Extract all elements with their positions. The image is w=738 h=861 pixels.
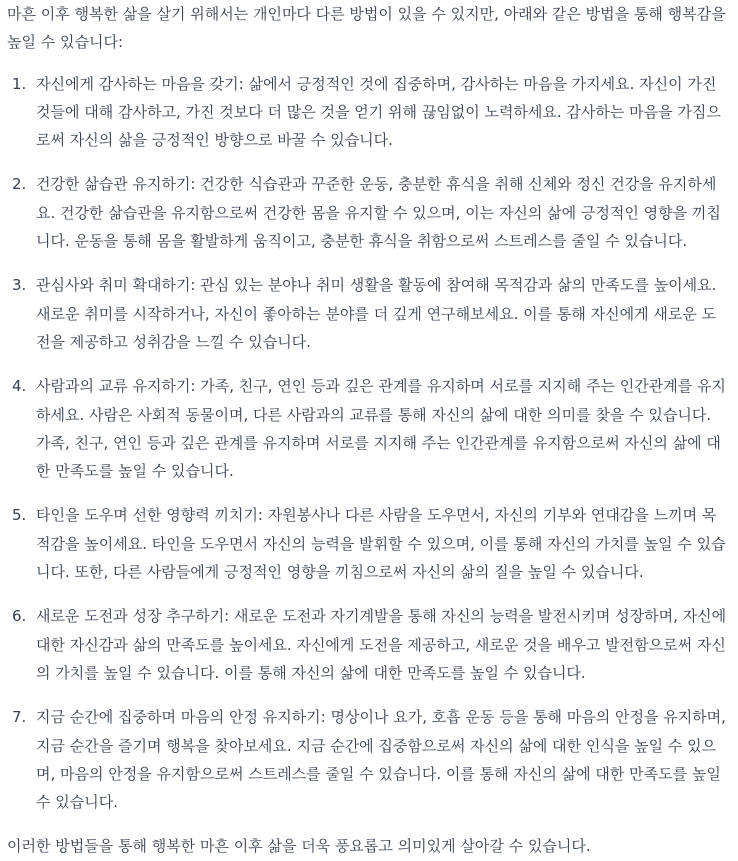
list-item <box>7 372 730 485</box>
list-item <box>7 501 730 586</box>
item-number: 5. <box>12 506 27 525</box>
item-number: 3. <box>12 276 27 295</box>
list-item <box>7 271 730 356</box>
item-number: 1. <box>12 74 27 93</box>
list-item <box>7 602 730 687</box>
item-number: 4. <box>12 377 27 396</box>
item-text: 타인을 도우며 선한 영향력 끼치기: 자원봉사나 다른 사람을 도우면서, 자신의 기부와 연대감을 느끼며 목적감을 높이세요. 타인을 도우면서 자신의 능력을 발휘할 수 있으며, 이를 통해 자신의 가치를 높일 수 있습니다. 또한, 다른 사람들에게 긍정적인 영향을 끼침으로써 자신의 삶의 질을 높일 수 있습니다. <box>36 506 726 582</box>
item-number: 2. <box>12 175 27 194</box>
item-number: 6. <box>12 607 27 626</box>
list-item <box>7 703 730 816</box>
item-text: 지금 순간에 집중하며 마음의 안정 유지하기: 명상이나 요가, 호흡 운동 등을 통해 마음의 안정을 유지하며, 지금 순간을 즐기며 행복을 찾아보세요. 지금 순간에 집중함으로써 자신의 삶에 대한 인식을 높일 수 있으며, 마음의 안정을 유지함으로써 스트레스를 줄일 수 있습니다. 이를 통해 자신의 삶에 대한 만족도를 높일 수 있습니다. <box>36 708 726 812</box>
outro-paragraph: 이러한 방법들을 통해 행복한 마흔 이후 삶을 더욱 풍요롭고 의미있게 살아갈 수 있습니다. <box>7 837 591 856</box>
item-text: 자신에게 감사하는 마음을 갖기: 삶에서 긍정적인 것에 집중하며, 감사하는 마음을 가지세요. 자신이 가진 것들에 대해 감사하고, 가진 것보다 더 많은 것을 얻기 위해 끊임없이 노력하세요. 감사하는 마음을 가짐으로써 자신의 삶을 긍정적인 방향으로 바꿀 수 있습니다. <box>36 74 721 150</box>
item-text: 건강한 삶습관 유지하기: 건강한 식습관과 꾸준한 운동, 충분한 휴식을 취해 신체와 정신 건강을 유지하세요. 건강한 삶습관을 유지함으로써 건강한 몸을 유지할 수 있으며, 이는 자신의 삶에 긍정적인 영향을 끼칩니다. 운동을 통해 몸을 활발하게 움직이고, 충분한 휴식을 취함으로써 스트레스를 줄일 수 있습니다. <box>36 175 721 251</box>
list-item <box>7 170 730 255</box>
item-text: 새로운 도전과 성장 추구하기: 새로운 도전과 자기계발을 통해 자신의 능력을 발전시키며 성장하며, 자신에 대한 자신감과 삶의 만족도를 높이세요. 자신에게 도전을 제공하고, 새로운 것을 배우고 발전함으로써 자신의 가치를 높일 수 있습니다. 이를 통해 자신의 삶에 대한 만족도를 높일 수 있습니다. <box>36 607 727 682</box>
intro-paragraph: 마흔 이후 행복한 삶을 살기 위해서는 개인마다 다른 방법이 있을 수 있지만, 아래와 같은 방법을 통해 행복감을 높일 수 있습니다: <box>7 5 726 52</box>
item-number: 7. <box>12 708 27 727</box>
item-text: 사람과의 교류 유지하기: 가족, 친구, 연인 등과 깊은 관계를 유지하며 서로를 지지해 주는 인간관계를 유지하세요. 사람은 사회적 동물이며, 다른 사람과의 교류를 통해 자신의 삶에 대한 의미를 찾을 수 있습니다. 가족, 친구, 연인 등과 깊은 관계를 유지하며 서로를 지지해 주는 인간관계를 유지함으로써 자신의 삶에 대한 만족도를 높일 수 있습니다. <box>36 377 726 481</box>
tips-list <box>7 70 730 817</box>
item-text: 관심사와 취미 확대하기: 관심 있는 분야나 취미 생활을 활동에 참여해 목적감과 삶의 만족도를 높이세요. 새로운 취미를 시작하거나, 자신이 좋아하는 분야를 더 깊게 연구해보세요. 이를 통해 자신에게 새로운 도전을 제공하고 성취감을 느낄 수 있습니다. <box>36 276 717 351</box>
list-item <box>7 70 730 155</box>
